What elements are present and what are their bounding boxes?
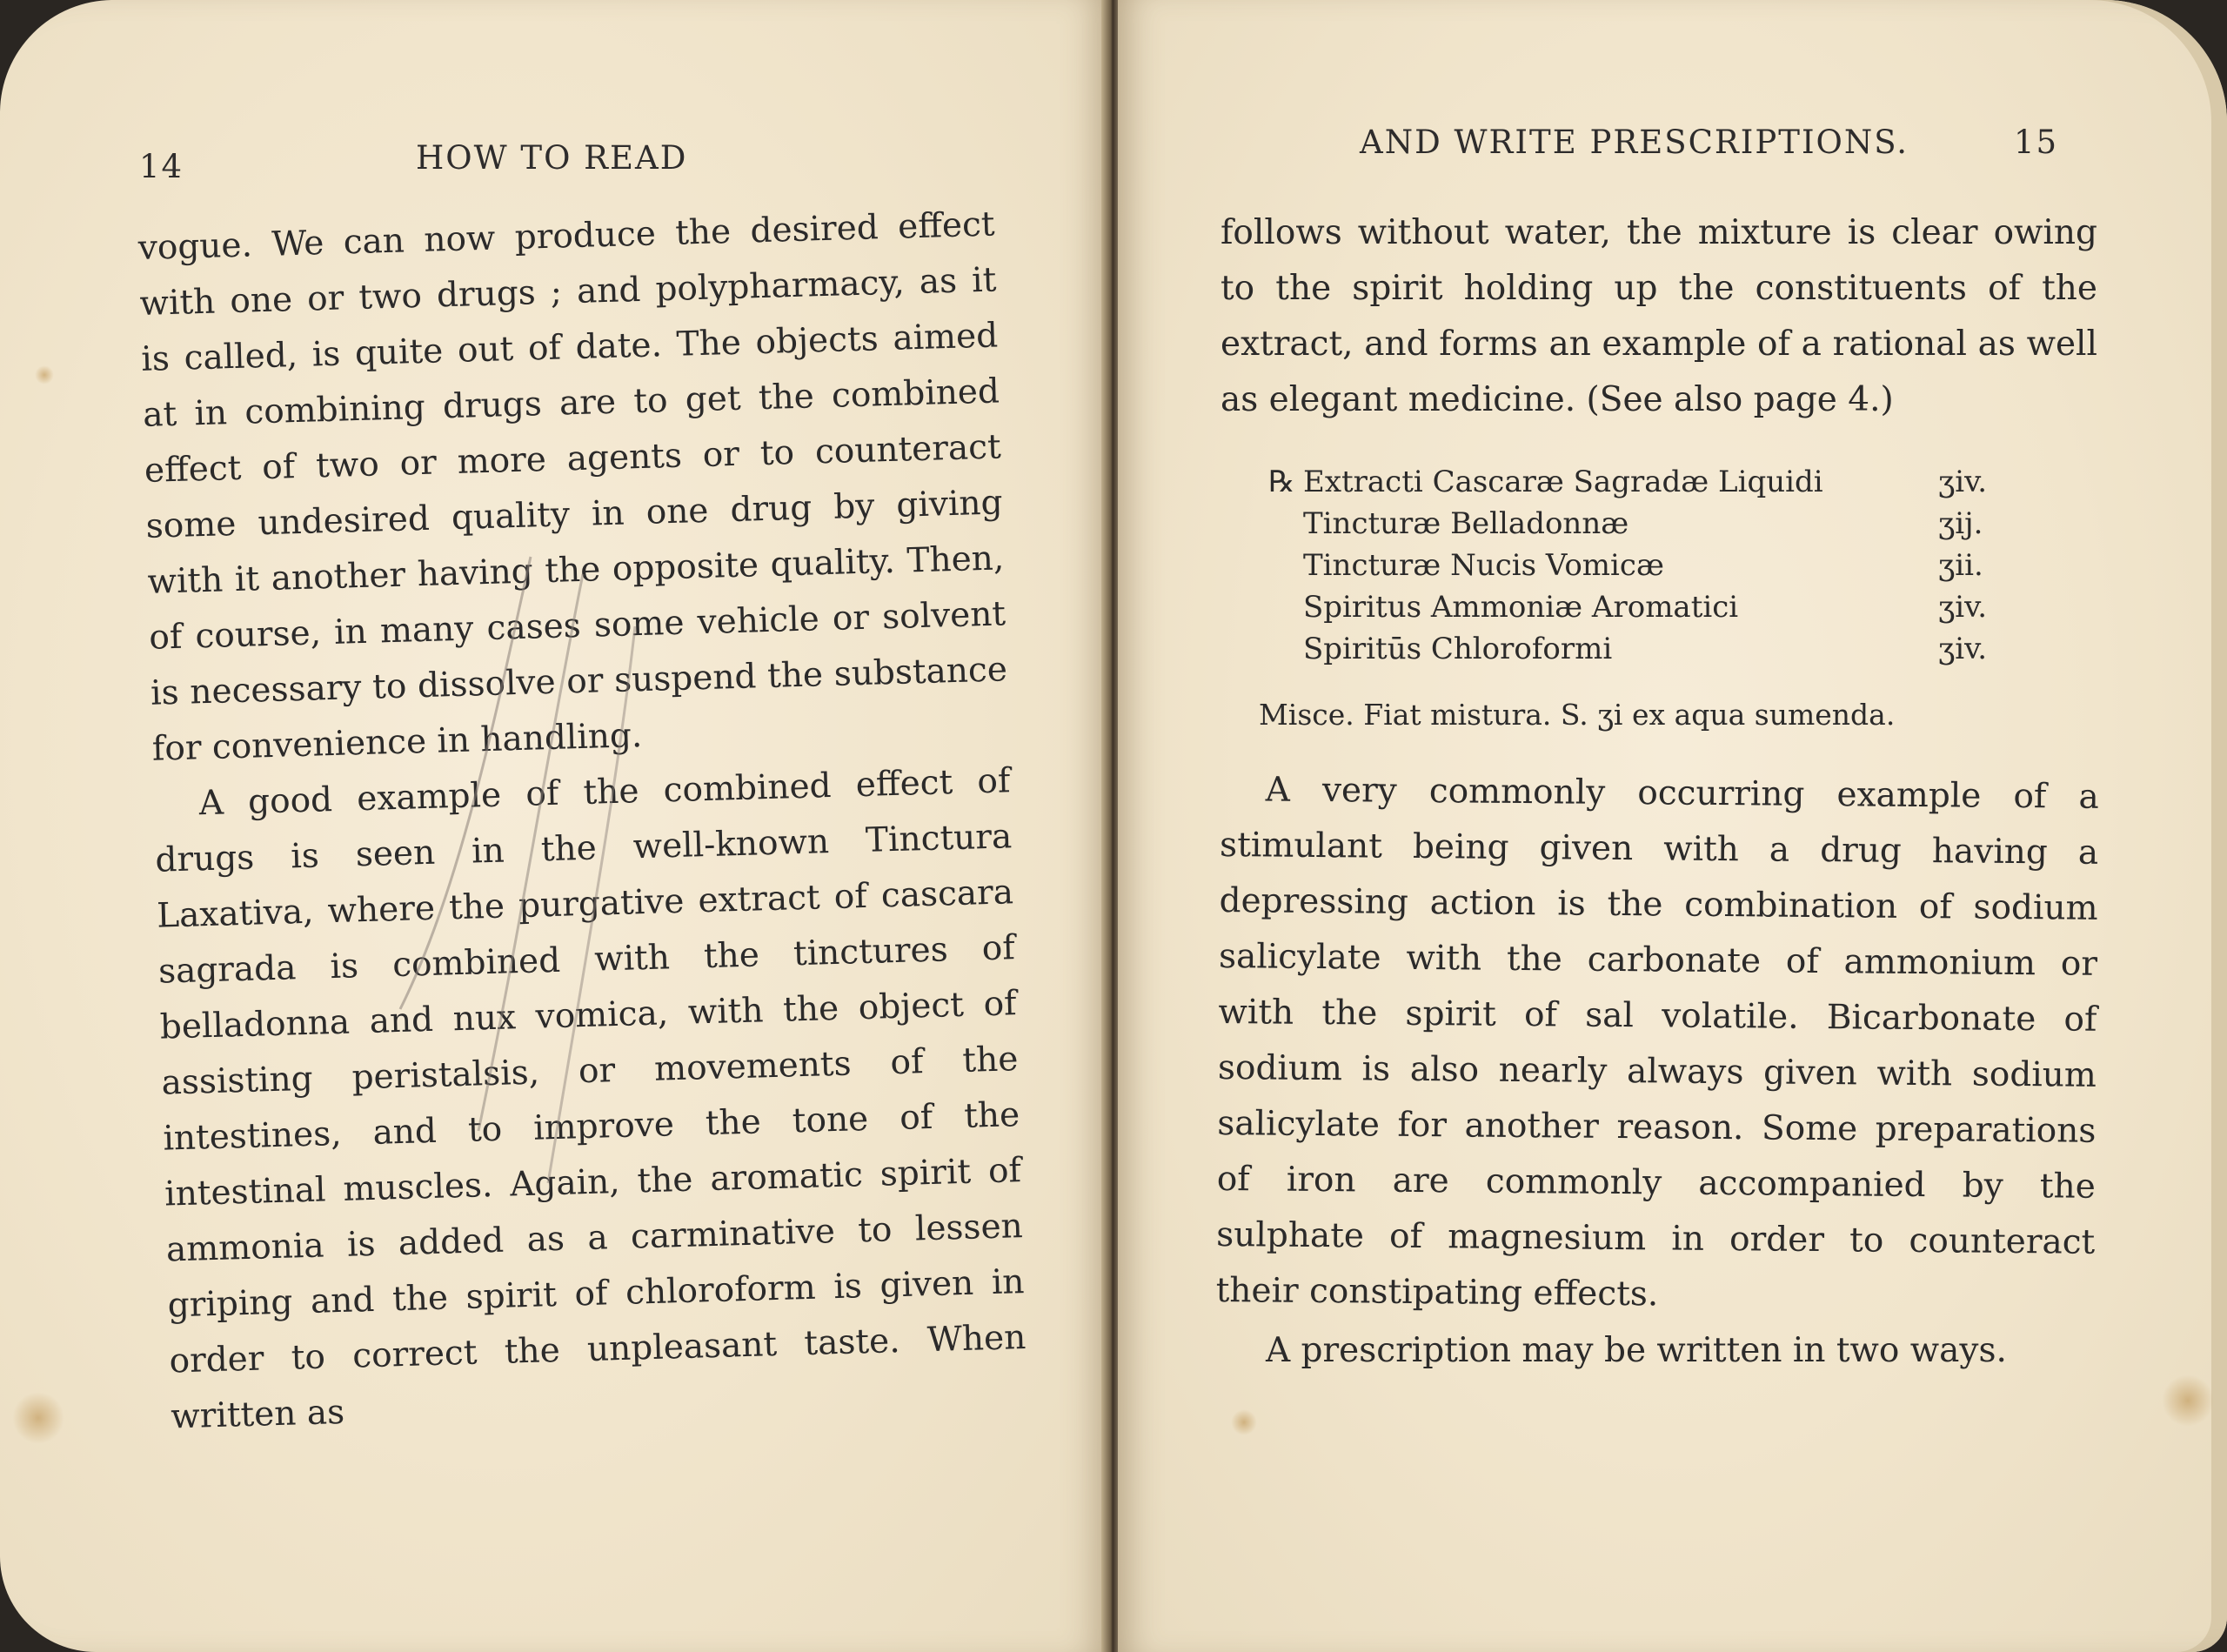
ingredient: Tincturæ Belladonnæ bbox=[1303, 506, 1629, 541]
foxing-stain bbox=[2162, 1374, 2214, 1427]
ingredient: Spiritus Ammoniæ Aromatici bbox=[1303, 590, 1739, 625]
left-page-body bbox=[137, 197, 1028, 1445]
ingredient: Extracti Cascaræ Sagradæ Liquidi bbox=[1303, 465, 1823, 499]
running-head: AND WRITE PRESCRIPTIONS. bbox=[1360, 124, 1909, 161]
right-page-opening bbox=[1221, 205, 2097, 428]
ingredient: Spiritūs Chloroformi bbox=[1303, 632, 1613, 666]
right-page bbox=[1118, 0, 2227, 1652]
quantity: ʒij. bbox=[1938, 506, 1983, 541]
prescription-item bbox=[1303, 628, 1999, 670]
prescription-block bbox=[1268, 461, 1999, 670]
page-number: 14 bbox=[139, 148, 184, 185]
closing-line: A prescription may be written in two ways. bbox=[1266, 1331, 2007, 1370]
prescription-item bbox=[1303, 461, 1999, 503]
quantity: ʒii. bbox=[1938, 548, 1983, 583]
quantity: ʒiv. bbox=[1938, 590, 1988, 625]
right-page-body bbox=[1215, 762, 2099, 1327]
prescription-item bbox=[1303, 586, 1999, 628]
page-number: 15 bbox=[2014, 124, 2059, 161]
foxing-stain bbox=[1231, 1409, 1257, 1435]
body-paragraph: follows without water, the mixture is clear owing to the spirit holding up the constituents of the extract, and forms an example of a rational as well as elegant medicine. (See also page 4.) bbox=[1221, 213, 2097, 419]
body-paragraph: vogue. We can now produce the desired effect with one or two drugs ; and polypharmacy, as it is called, is quite out of date. The objects aimed at in combining drugs are to get the combined effect of two or more agents or to counteract some undesired quality in one drug by giving with it another having the opposite quality. Then, of course, in many cases some vehicle or solvent is necessary to dissolve or suspend the substance for convenience in handling. bbox=[137, 204, 1008, 769]
foxing-stain bbox=[12, 1392, 64, 1444]
body-paragraph: A good example of the combined effect of drugs is seen in the well-known Tinctura Laxativa, where the purgative extract of cascara sagrada is combined with the tinctures of belladonna and nux vomica, with the object of assisting peristalsis, or movements of the intestines, and to improve the tone of the intestinal muscles. Again, the aromatic spirit of ammonia is added as a carminative to lessen griping and the spirit of chloroform is given in order to correct the unpleasant taste. When written as bbox=[154, 761, 1027, 1437]
prescription-item bbox=[1303, 545, 1999, 586]
prescription-directions: Misce. Fiat mistura. S. ʒi ex aqua sumenda. bbox=[1259, 698, 1896, 732]
running-head: HOW TO READ bbox=[416, 139, 688, 177]
left-page bbox=[0, 0, 1107, 1652]
body-paragraph: A very commonly occurring example of a stimulant being given with a drug having a depressing action is the combination of sodium salicylate with the carbonate of ammonium or with the spirit of sal volatile. Bicarbonate of sodium is also nearly always given with sodium salicylate for another reason. Some preparations of iron are commonly accompanied by the sulphate of magnesium in order to counteract their constipating effects. bbox=[1215, 770, 2099, 1314]
prescription-item bbox=[1303, 503, 1999, 545]
foxing-stain bbox=[35, 365, 54, 385]
rx-icon: ℞ bbox=[1268, 465, 1295, 499]
quantity: ʒiv. bbox=[1938, 465, 1988, 499]
ingredient: Tincturæ Nucis Vomicæ bbox=[1303, 548, 1664, 583]
quantity: ʒiv. bbox=[1938, 632, 1988, 666]
